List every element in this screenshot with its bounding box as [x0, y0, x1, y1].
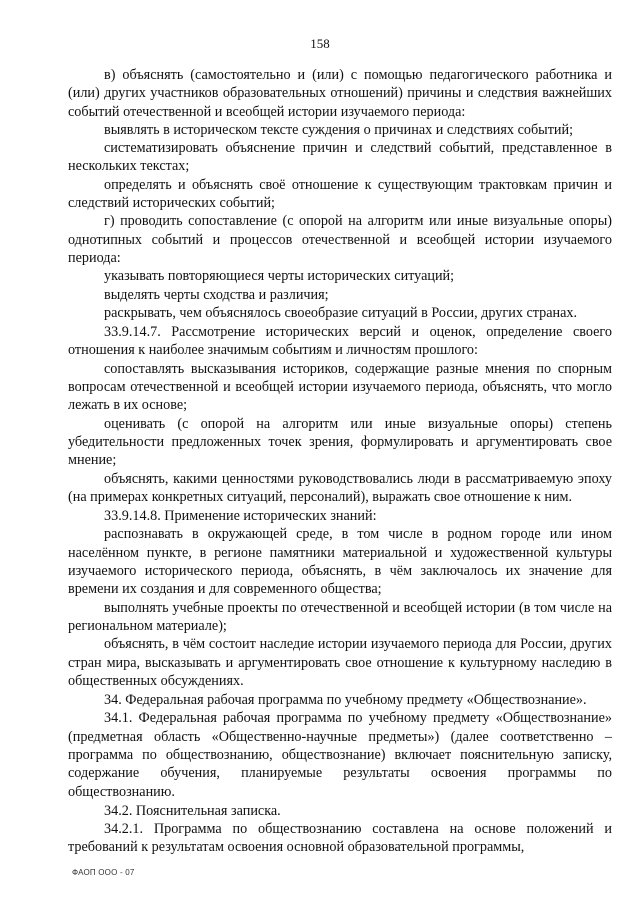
- paragraph: объяснять, в чём состоит наследие истории изучаемого периода для России, других стран мира, высказывать и аргументировать свое отношение к культурному наследию в общественных обсуждениях.: [68, 636, 612, 689]
- paragraph: выполнять учебные проекты по отечественной и всеобщей истории (в том числе на региональном материале);: [68, 599, 612, 634]
- page-number: 158: [310, 36, 330, 51]
- page-body: [68, 66, 612, 857]
- paragraph: указывать повторяющиеся черты исторических ситуаций;: [104, 268, 455, 285]
- paragraph: выявлять в историческом тексте суждения о причинах и следствиях событий;: [104, 121, 574, 138]
- paragraph: распознавать в окружающей среде, в том числе в родном городе или ином населённом пункте, в регионе памятники материальной и художественной культуры изучаемого исторического периода, объяснять, в чём заключалось их значение для времени их создания и для современного общества;: [68, 526, 612, 598]
- paragraph: оценивать (с опорой на алгоритм или иные визуальные опоры) степень убедительности предложенных точек зрения, формулировать и аргументировать свое мнение;: [68, 415, 612, 469]
- paragraph: определять и объяснять своё отношение к существующим трактовкам причин и следствий исторических событий;: [68, 176, 612, 212]
- section-heading: 34.2. Пояснительная записка.: [104, 802, 281, 819]
- section-heading: 33.9.14.8. Применение исторических знаний:: [104, 508, 377, 525]
- paragraph: г) проводить сопоставление (с опорой на алгоритм или иные визуальные опоры) однотипных событий и процессов отечественной и всеобщей истории изучаемого периода:: [68, 213, 612, 266]
- paragraph: в) объяснять (самостоятельно и (или) с помощью педагогического работника и (или) других участников образовательных отношений) причины и следствия важнейших событий отечественной и всеобщей истории изучаемого периода:: [68, 67, 612, 120]
- paragraph: 34.1. Федеральная рабочая программа по учебному предмету «Обществознание» (предметная область «Общественно-научные предметы») (далее соответственно – программа по обществознанию, обществознание) включает пояснительную записку, содержание обучения, планируемые результаты освоения программы по обществознанию.: [68, 710, 612, 800]
- section-heading: 34. Федеральная рабочая программа по учебному предмету «Обществознание».: [104, 692, 587, 709]
- paragraph: систематизировать объяснение причин и следствий событий, представленное в нескольких текстах;: [68, 140, 612, 175]
- paragraph: раскрывать, чем объяснялось своеобразие ситуаций в России, других странах.: [104, 304, 578, 321]
- section-heading: 33.9.14.7. Рассмотрение исторических версий и оценок, определение своего отношения к наиболее значимым событиям и личностям прошлого:: [68, 324, 612, 359]
- paragraph: выделять черты сходства и различия;: [104, 286, 329, 303]
- paragraph: сопоставлять высказывания историков, содержащие разные мнения по спорным вопросам отечественной и всеобщей истории изучаемого периода, объяснять, что могло лежать в их основе;: [68, 360, 612, 414]
- paragraph: объяснять, какими ценностями руководствовались люди в рассматриваемую эпоху (на примерах конкретных ситуаций, персоналий), выражать свое отношение к ним.: [68, 470, 612, 505]
- paragraph: 34.2.1. Программа по обществознанию составлена на основе положений и требований к результатам освоения основной образовательной программы,: [68, 821, 612, 856]
- footer-code: ФАОП ООО - 07: [72, 868, 135, 877]
